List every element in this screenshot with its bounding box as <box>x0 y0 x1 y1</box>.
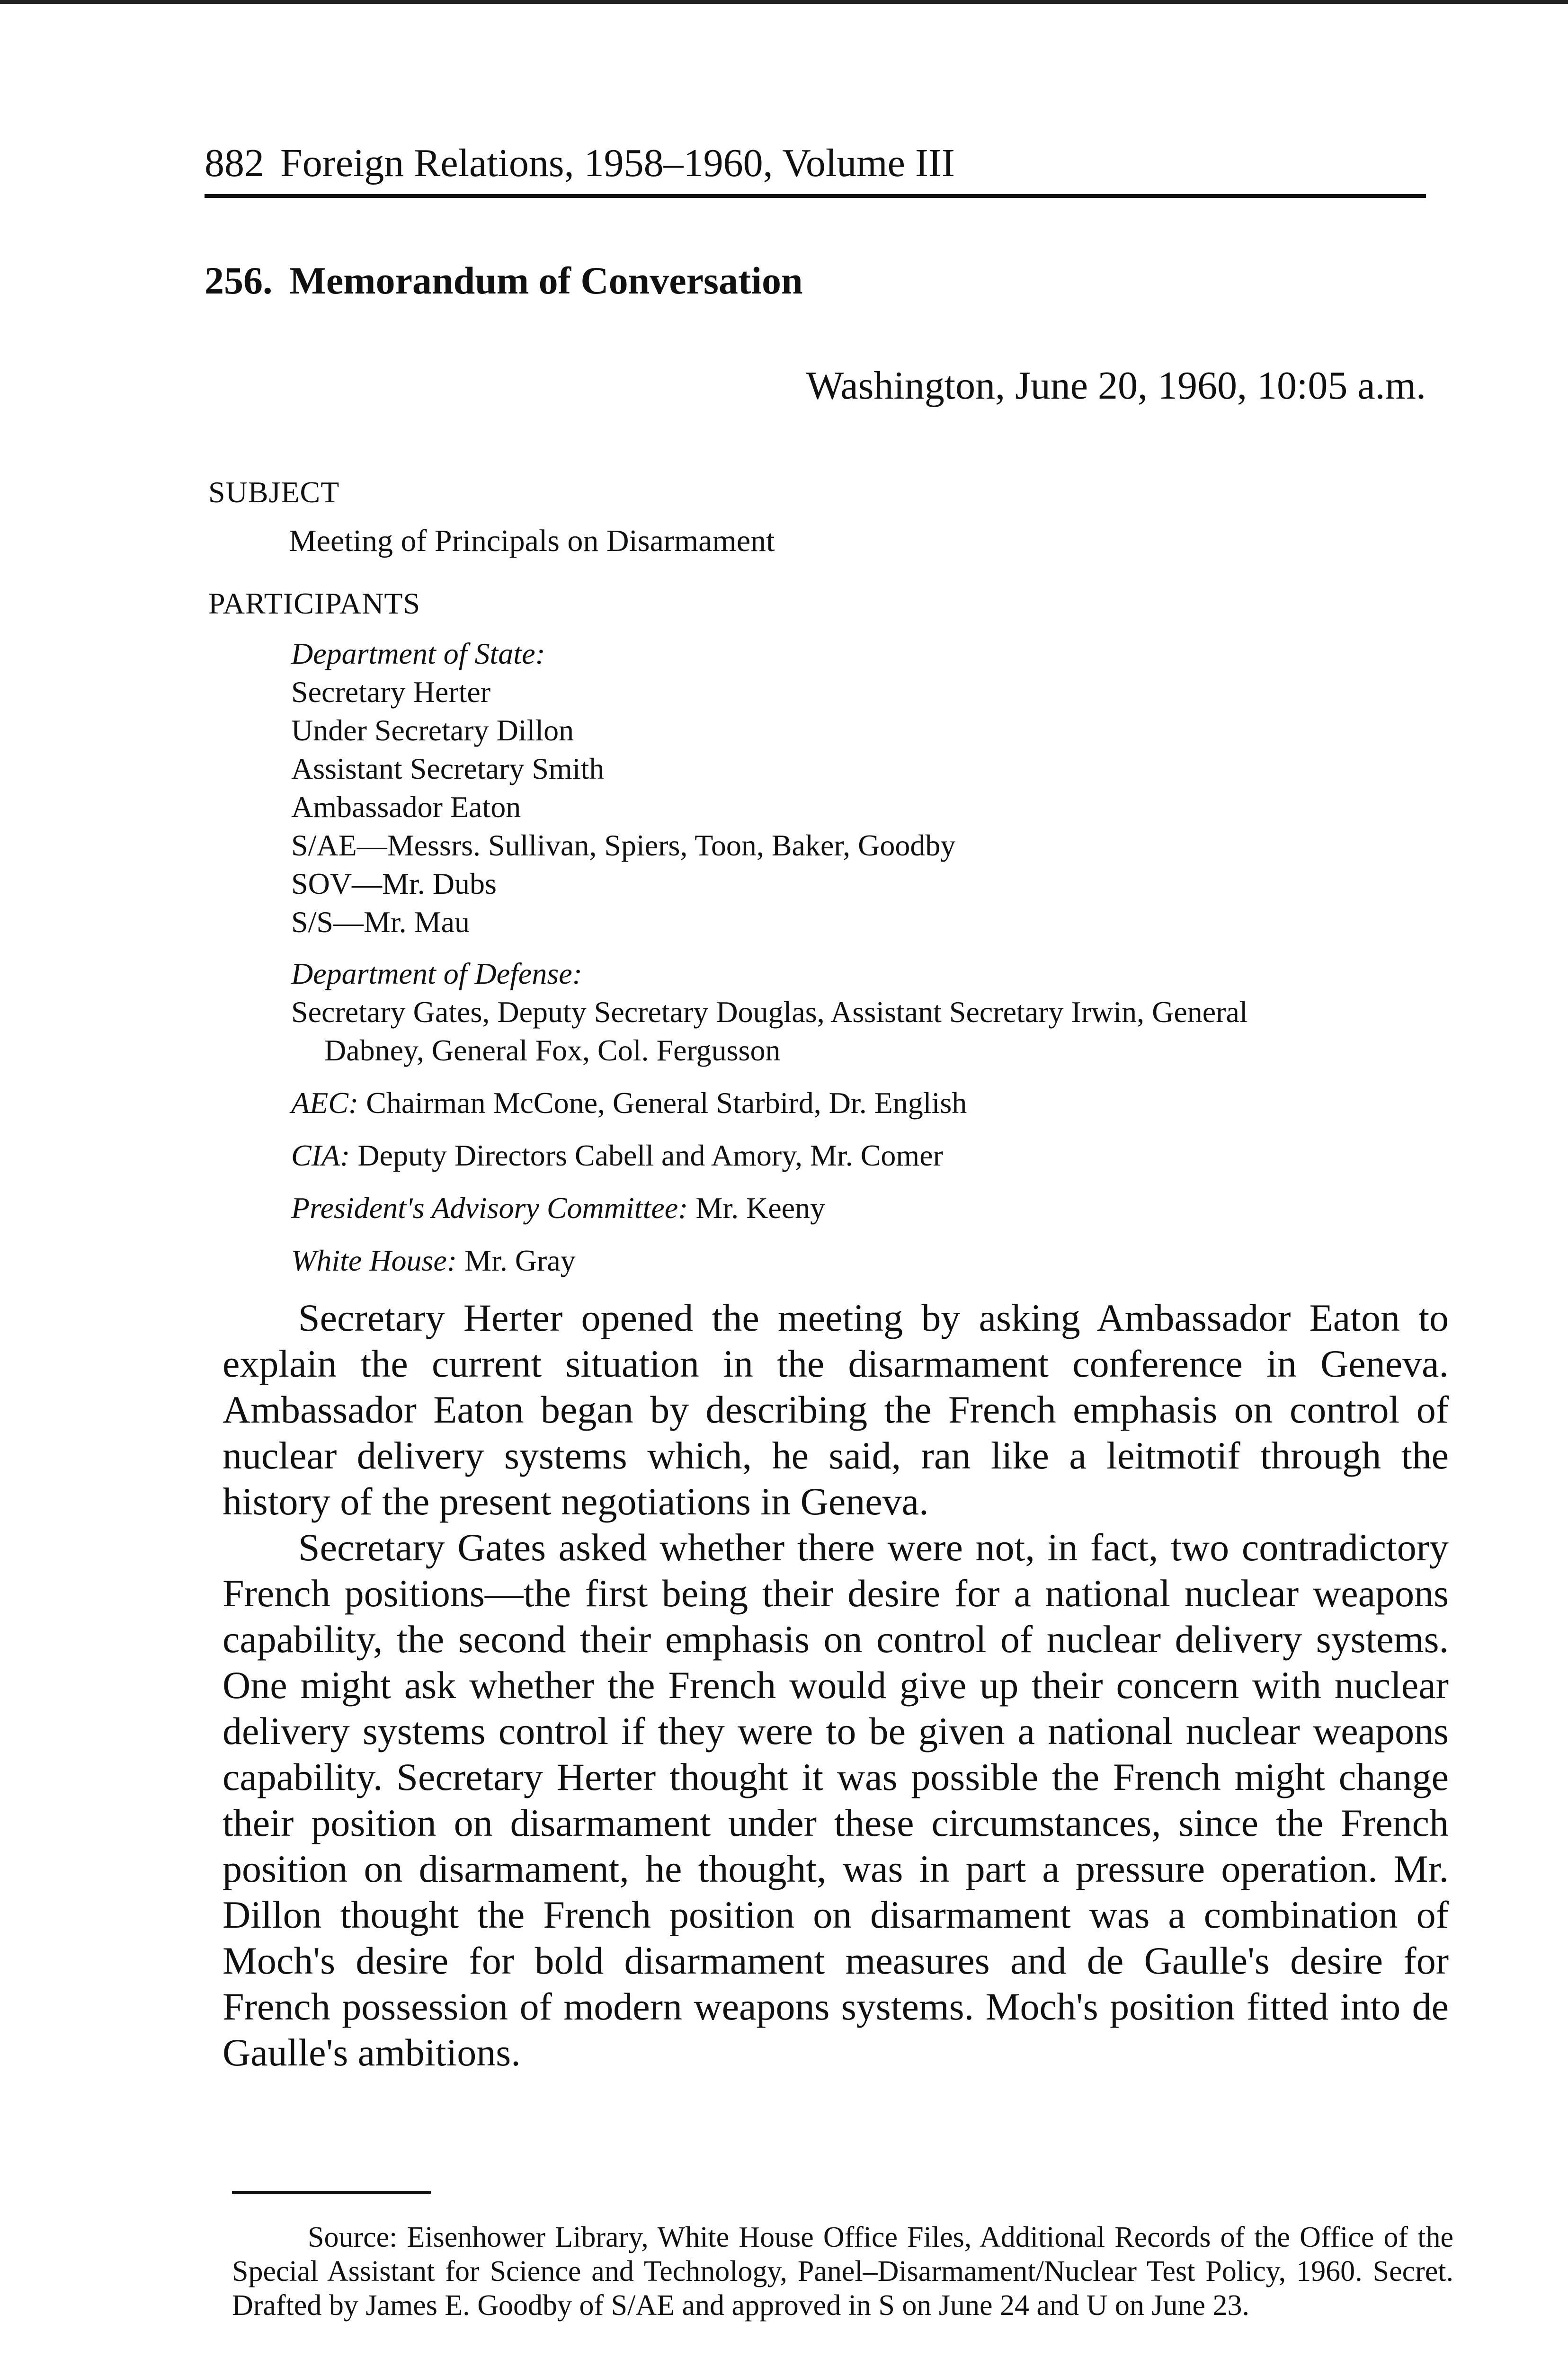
participants-list <box>291 634 1427 1280</box>
defense-line-2: Dabney, General Fox, Col. Fergusson <box>324 1033 781 1067</box>
defense-line-1: Secretary Gates, Deputy Secretary Douglas, Assistant Secretary Irwin, General <box>291 995 1248 1029</box>
page-number: 882 <box>205 141 264 185</box>
defense-heading: Department of Defense: <box>291 957 582 990</box>
source-footnote: Source: Eisenhower Library, White House Office Files, Additional Records of the Office of the Special Assistant for Science and Technology, Panel–Disarmament/Nuclear Test Policy, 1960. Secret. Drafted by James E. Goodby of S/AE and approved in S on June 24 and U on June 23. <box>232 2221 1453 2322</box>
document-number: 256. <box>205 259 273 302</box>
document-title: Memorandum of Conversation <box>289 259 803 302</box>
cia-names: Deputy Directors Cabell and Amory, Mr. Comer <box>357 1139 943 1172</box>
running-header <box>205 137 1426 189</box>
cia-label: CIA: <box>291 1139 350 1172</box>
header-rule <box>205 194 1426 198</box>
footnote-rule <box>232 2191 431 2194</box>
aec-names: Chairman McCone, General Starbird, Dr. English <box>366 1086 967 1120</box>
participant-line: Ambassador Eaton <box>291 790 521 824</box>
cia-line <box>291 1136 1427 1175</box>
memo-body <box>223 1295 1449 2075</box>
white-house-names: Mr. Gray <box>464 1244 576 1277</box>
body-paragraph: Secretary Herter opened the meeting by asking Ambassador Eaton to explain the current situation in the disarmament conference in Geneva. Ambassador Eaton began by describing the French emphasis on control of nuclear delivery systems which, he said, ran like a leitmotif through the history of the present negotiations in Geneva. <box>223 1296 1449 1523</box>
participants-label: PARTICIPANTS <box>208 587 421 620</box>
white-house-line <box>291 1241 1427 1280</box>
document-heading <box>205 255 803 307</box>
participant-line: S/S—Mr. Mau <box>291 905 470 939</box>
body-paragraph: Secretary Gates asked whether there were not, in fact, two contradictory French positions—the first being their desire for a national nuclear weapons capability, the second their emphasis on control of nuclear delivery systems. One might ask whether the French would give up their concern with nuclear delivery systems control if they were to be given a national nuclear weapons capability. Secretary Herter thought it was possible the French might change their position on disarmament under these circumstances, since the French position on disarmament, he thought, was in part a pressure operation. Mr. Dillon thought the French position on disarmament was a combination of Moch's desire for bold disarmament measures and de Gaulle's desire for French possession of modern weapons systems. Moch's position fitted into de Gaulle's ambitions. <box>223 1526 1449 2074</box>
participant-line: SOV—Mr. Dubs <box>291 867 497 900</box>
pac-label: President's Advisory Committee: <box>291 1191 688 1225</box>
participant-line: Secretary Herter <box>291 675 491 709</box>
white-house-label: White House: <box>291 1244 457 1277</box>
participant-line: Under Secretary Dillon <box>291 713 574 747</box>
pac-names: Mr. Keeny <box>695 1191 826 1225</box>
subject-text: Meeting of Principals on Disarmament <box>289 524 775 558</box>
state-heading: Department of State: <box>291 637 545 670</box>
participant-line: S/AE—Messrs. Sullivan, Spiers, Toon, Baker, Goodby <box>291 828 956 862</box>
dateline: Washington, June 20, 1960, 10:05 a.m. <box>806 364 1426 408</box>
aec-label: AEC: <box>291 1086 359 1120</box>
participant-line: Assistant Secretary Smith <box>291 752 605 785</box>
pac-line <box>291 1189 1427 1227</box>
running-title: Foreign Relations, 1958–1960, Volume III <box>280 141 955 185</box>
scan-top-edge <box>0 0 1568 4</box>
aec-line <box>291 1084 1427 1122</box>
subject-label: SUBJECT <box>208 475 340 509</box>
